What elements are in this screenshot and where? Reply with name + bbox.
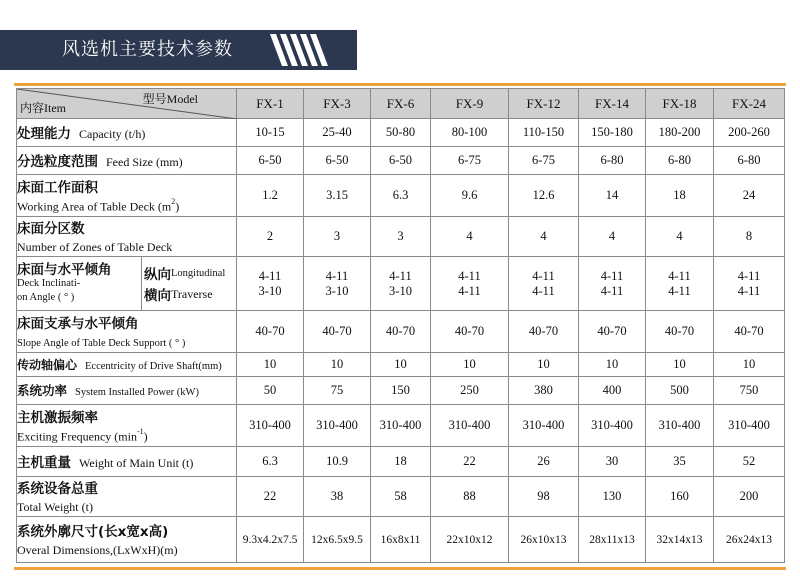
bottom-accent-line <box>14 567 786 570</box>
table-cell: 250 <box>431 377 509 405</box>
table-cell: 150-180 <box>579 119 646 147</box>
table-corner-cell <box>17 89 237 119</box>
table-row <box>17 175 785 217</box>
table-cell: 26 <box>509 447 579 477</box>
table-row <box>17 119 785 147</box>
table-cell: 10.9 <box>304 447 371 477</box>
table-row <box>17 377 785 405</box>
table-cell: 40-70 <box>579 311 646 353</box>
table-cell: 4 <box>509 217 579 257</box>
table-cell: 150 <box>371 377 431 405</box>
row-label: 主机重量 Weight of Main Unit (t) <box>17 447 237 477</box>
table-cell: 180-200 <box>646 119 714 147</box>
table-cell: 380 <box>509 377 579 405</box>
table-cell: 3 <box>371 217 431 257</box>
table-cell: 500 <box>646 377 714 405</box>
table-cell: 10 <box>646 353 714 377</box>
table-cell: 16x8x11 <box>371 517 431 563</box>
table-cell: 8 <box>714 217 785 257</box>
table-cell: 9.6 <box>431 175 509 217</box>
spec-table <box>16 88 785 563</box>
table-cell: 4-11 4-11 <box>509 257 579 311</box>
table-cell: 58 <box>371 477 431 517</box>
row-label: 系统功率 System Installed Power (kW) <box>17 377 237 405</box>
table-cell: 3.15 <box>304 175 371 217</box>
row-label: 床面分区数 Number of Zones of Table Deck <box>17 217 237 257</box>
table-row <box>17 353 785 377</box>
row-label: 床面与水平倾角 Deck Inclinati- on Angle ( ° ) <box>17 257 142 311</box>
top-accent-line <box>14 83 786 86</box>
table-cell: 12.6 <box>509 175 579 217</box>
table-cell: 310-400 <box>237 405 304 447</box>
table-cell: 4-11 3-10 <box>304 257 371 311</box>
table-cell: 40-70 <box>304 311 371 353</box>
table-cell: 52 <box>714 447 785 477</box>
table-cell: 10 <box>237 353 304 377</box>
table-cell: 2 <box>237 217 304 257</box>
table-cell: 10 <box>579 353 646 377</box>
table-cell: 50 <box>237 377 304 405</box>
table-cell: 18 <box>646 175 714 217</box>
table-cell: 160 <box>646 477 714 517</box>
table-cell: 310-400 <box>371 405 431 447</box>
table-cell: 750 <box>714 377 785 405</box>
table-cell: 4-11 3-10 <box>371 257 431 311</box>
table-cell: 6.3 <box>371 175 431 217</box>
table-cell: 310-400 <box>579 405 646 447</box>
table-cell: 310-400 <box>646 405 714 447</box>
table-cell: 6-75 <box>509 147 579 175</box>
table-cell: 10 <box>431 353 509 377</box>
corner-model-label: 型号Model <box>142 92 198 106</box>
table-cell: 10 <box>304 353 371 377</box>
table-cell: 310-400 <box>431 405 509 447</box>
table-cell: 88 <box>431 477 509 517</box>
table-cell: 4-11 4-11 <box>579 257 646 311</box>
row-label: 床面工作面积 Working Area of Table Deck $(m^2)$ <box>17 175 237 217</box>
model-header: FX-3 <box>304 89 371 119</box>
table-cell: 40-70 <box>646 311 714 353</box>
table-cell: 4-11 4-11 <box>431 257 509 311</box>
table-cell: 18 <box>371 447 431 477</box>
table-cell: 80-100 <box>431 119 509 147</box>
table-cell: 40-70 <box>371 311 431 353</box>
model-header: FX-12 <box>509 89 579 119</box>
table-cell: 98 <box>509 477 579 517</box>
table-cell: 38 <box>304 477 371 517</box>
angle-direction-cell <box>142 257 237 311</box>
model-header: FX-14 <box>579 89 646 119</box>
table-cell: 40-70 <box>237 311 304 353</box>
table-cell: 6-50 <box>304 147 371 175</box>
table-cell: 30 <box>579 447 646 477</box>
table-cell: 4 <box>431 217 509 257</box>
table-row <box>17 311 785 353</box>
table-cell: 22 <box>237 477 304 517</box>
table-cell: 6-50 <box>237 147 304 175</box>
table-header-row <box>17 89 785 119</box>
table-cell: 10 <box>371 353 431 377</box>
row-label: 系统设备总重 Total Weight (t) <box>17 477 237 517</box>
longitudinal-label: 纵向 Longitudinal <box>144 267 226 283</box>
table-cell: 4-11 4-11 <box>714 257 785 311</box>
table-cell: 40-70 <box>714 311 785 353</box>
table-row <box>17 477 785 517</box>
table-cell: 40-70 <box>509 311 579 353</box>
title-banner <box>0 30 357 70</box>
table-row <box>17 517 785 563</box>
table-cell: 26x10x13 <box>509 517 579 563</box>
table-cell: 400 <box>579 377 646 405</box>
table-cell: 310-400 <box>714 405 785 447</box>
row-label: 处理能力 Capacity (t/h) <box>17 119 237 147</box>
table-cell: 1.2 <box>237 175 304 217</box>
page-title: 风选机主要技术参数 <box>62 39 233 60</box>
row-label: 主机激振频率 Exciting Frequency $(\min^{-1})$ <box>17 405 237 447</box>
table-cell: 10 <box>714 353 785 377</box>
table-cell: 4 <box>579 217 646 257</box>
table-cell: 6-50 <box>371 147 431 175</box>
table-cell: 6-80 <box>579 147 646 175</box>
corner-item-label: 内容Item <box>20 101 66 115</box>
table-cell: 22 <box>431 447 509 477</box>
table-cell: 40-70 <box>431 311 509 353</box>
table-cell: 10 <box>509 353 579 377</box>
table-row <box>17 447 785 477</box>
model-header: FX-1 <box>237 89 304 119</box>
row-label: 分选粒度范围 Feed Size (mm) <box>17 147 237 175</box>
model-header: FX-18 <box>646 89 714 119</box>
row-label: 系统外廓尺寸(长x宽x高) Overal Dimensions,(LxWxH)(m) <box>17 517 237 563</box>
model-header: FX-9 <box>431 89 509 119</box>
table-cell: 310-400 <box>304 405 371 447</box>
table-cell: 26x24x13 <box>714 517 785 563</box>
table-cell: 6-75 <box>431 147 509 175</box>
model-header: FX-6 <box>371 89 431 119</box>
table-cell: 110-150 <box>509 119 579 147</box>
table-cell: 35 <box>646 447 714 477</box>
table-cell: 6.3 <box>237 447 304 477</box>
table-cell: 130 <box>579 477 646 517</box>
traverse-label: 横向 Traverse <box>144 286 213 304</box>
table-row <box>17 147 785 175</box>
table-cell: 4-11 4-11 <box>646 257 714 311</box>
table-row <box>17 257 785 311</box>
row-label: 床面支承与水平倾角 Slope Angle of Table Deck Support ( ° ) <box>17 311 237 353</box>
table-cell: 24 <box>714 175 785 217</box>
table-cell: 200 <box>714 477 785 517</box>
row-label: 传动轴偏心 Eccentricity of Drive Shaft(mm) <box>17 353 237 377</box>
table-cell: 6-80 <box>714 147 785 175</box>
stripes-decoration <box>266 34 330 66</box>
table-row <box>17 217 785 257</box>
table-cell: 200-260 <box>714 119 785 147</box>
table-cell: 28x11x13 <box>579 517 646 563</box>
table-cell: 75 <box>304 377 371 405</box>
table-cell: 10-15 <box>237 119 304 147</box>
table-cell: 6-80 <box>646 147 714 175</box>
table-row <box>17 405 785 447</box>
table-cell: 3 <box>304 217 371 257</box>
table-cell: 4 <box>646 217 714 257</box>
table-cell: 25-40 <box>304 119 371 147</box>
table-cell: 14 <box>579 175 646 217</box>
table-cell: 22x10x12 <box>431 517 509 563</box>
table-cell: 50-80 <box>371 119 431 147</box>
table-cell: 4-11 3-10 <box>237 257 304 311</box>
model-header: FX-24 <box>714 89 785 119</box>
table-cell: 9.3x4.2x7.5 <box>237 517 304 563</box>
table-cell: 310-400 <box>509 405 579 447</box>
table-cell: 32x14x13 <box>646 517 714 563</box>
table-cell: 12x6.5x9.5 <box>304 517 371 563</box>
